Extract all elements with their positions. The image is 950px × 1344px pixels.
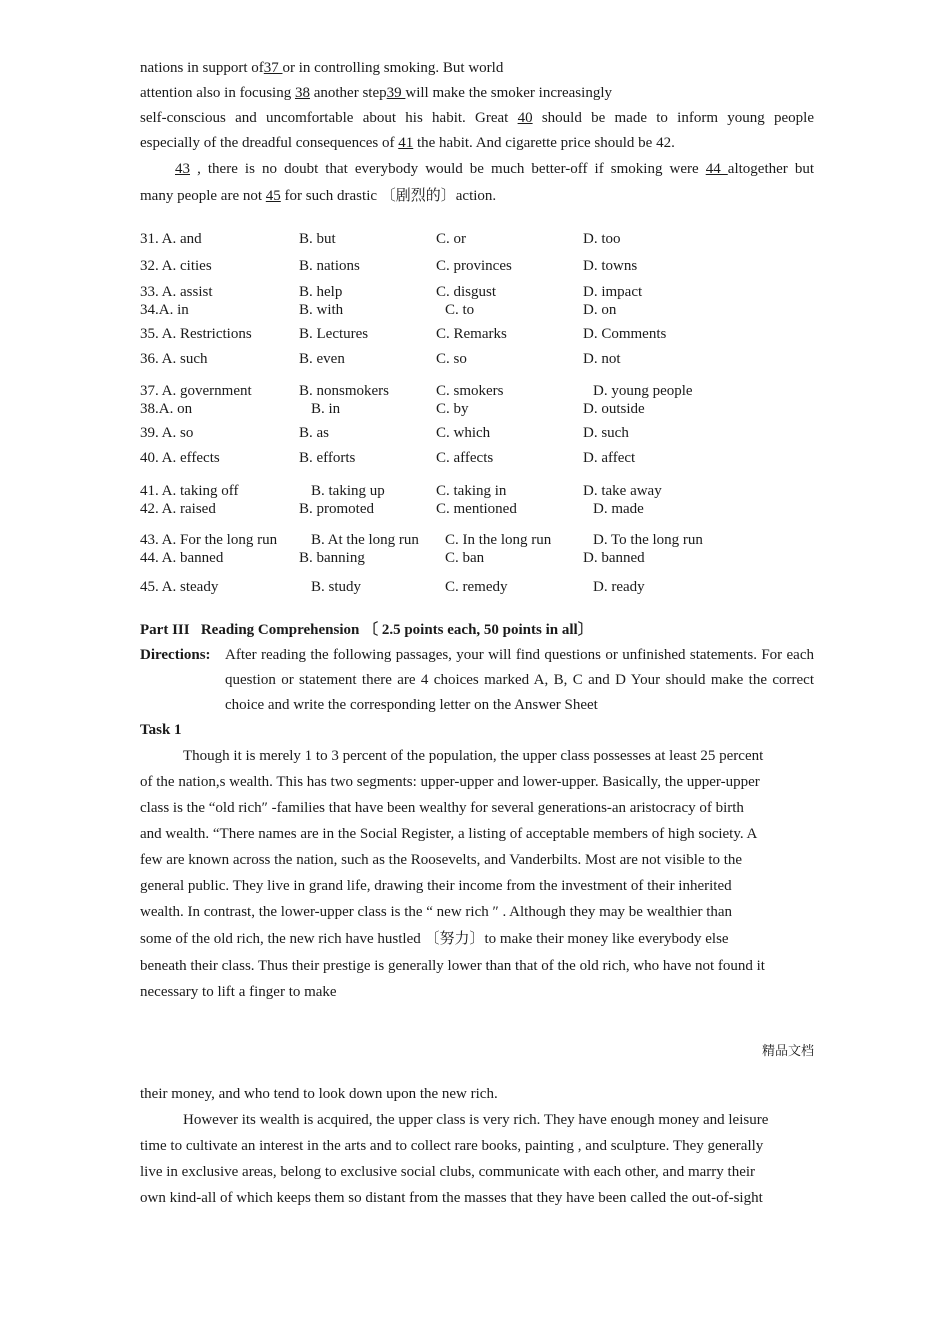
question-row <box>140 301 814 319</box>
passage-line: of the nation,s wealth. This has two segments: upper-upper and lower-upper. Basically, the upper-upper <box>140 774 760 790</box>
option-b: B. with <box>299 302 344 318</box>
question-number-option-a: 36. A. such <box>140 351 208 367</box>
question-number-option-a: 32. A. cities <box>140 258 212 274</box>
cloze-line-1: nations in support of37 or in controlling smoking. But world <box>140 60 504 76</box>
question-row <box>140 578 814 596</box>
question-number-option-a: 41. A. taking off <box>140 483 239 499</box>
option-b: B. efforts <box>299 450 356 466</box>
passage-line: beneath their class. Thus their prestige is generally lower than that of the old rich, who have not found it <box>140 958 765 974</box>
passage-line: their money, and who tend to look down upon the new rich. <box>140 1086 498 1102</box>
blank-44: 44 <box>705 161 728 177</box>
passage-line: wealth. In contrast, the lower-upper class is the “ new rich ″ . Although they may be wealthier than <box>140 904 733 920</box>
question-number-option-a: 35. A. Restrictions <box>140 326 252 342</box>
directions <box>140 643 814 718</box>
question-row <box>140 482 814 500</box>
option-d: D. Comments <box>583 326 667 342</box>
question-number-option-a: 31. A. and <box>140 231 202 247</box>
blank-41: 41 <box>398 135 414 151</box>
option-d: D. banned <box>583 550 645 566</box>
option-c: C. remedy <box>445 579 508 595</box>
question-number-option-a: 39. A. so <box>140 425 194 441</box>
question-row <box>140 350 814 368</box>
passage-line: own kind-all of which keeps them so distant from the masses that they have been called the out-of-sight <box>140 1190 763 1206</box>
question-number-option-a: 40. A. effects <box>140 450 220 466</box>
document-page <box>140 56 814 1005</box>
option-d: D. on <box>583 302 617 318</box>
option-d: D. affect <box>583 450 636 466</box>
passage-line: time to cultivate an interest in the arts and to collect rare books, painting , and sculpture. They generally <box>140 1138 764 1154</box>
passage-task-1 <box>140 743 814 1005</box>
option-c: C. Remarks <box>436 326 507 342</box>
option-d: D. To the long run <box>593 532 703 548</box>
question-number-option-a: 43. A. For the long run <box>140 532 278 548</box>
option-b: B. help <box>299 284 343 300</box>
options-list <box>140 230 814 596</box>
option-b: B. as <box>299 425 329 441</box>
option-c: C. to <box>445 302 475 318</box>
passage-line: few are known across the nation, such as the Roosevelts, and Vanderbilts. Most are not visible to the <box>140 852 743 868</box>
passage-line: Though it is merely 1 to 3 percent of the population, the upper class possesses at least 25 percent <box>183 748 764 764</box>
task-1-heading: Task 1 <box>140 722 182 738</box>
passage-line: class is the “old rich″ -families that have been wealthy for several generations-an aristocracy of birth <box>140 800 744 816</box>
option-c: C. taking in <box>436 483 507 499</box>
question-row <box>140 325 814 343</box>
cloze-line-4: especially of the dreadful consequences of 41 the habit. And cigarette price should be 42. <box>140 135 675 151</box>
page-footer-watermark: 精品文档 <box>761 1043 814 1058</box>
blank-39: 39 <box>386 85 406 101</box>
question-number-option-a: 34.A. in <box>140 302 189 318</box>
option-b: B. but <box>299 231 336 247</box>
question-row <box>140 230 814 248</box>
option-c: C. disgust <box>436 284 497 300</box>
cloze-line-6: many people are not 45 for such drastic 〔剧烈的〕action. <box>140 188 497 204</box>
passage-line: and wealth. “There names are in the Social Register, a listing of acceptable members of high society. A <box>140 826 758 842</box>
option-b: B. nonsmokers <box>299 383 389 399</box>
question-row <box>140 531 814 549</box>
blank-38: 38 <box>294 85 310 101</box>
passage-line: some of the old rich, the new rich have hustled 〔努力〕to make their money like everybody else <box>140 931 729 947</box>
option-c: C. mentioned <box>436 501 517 517</box>
option-c: C. provinces <box>436 258 512 274</box>
option-b: B. nations <box>299 258 360 274</box>
cloze-line-5: 43 , there is no doubt that everybody would be much better-off if smoking were 44 altogether but <box>175 161 815 177</box>
cloze-line-3: self-conscious and uncomfortable about his habit. Great 40 should be made to inform young people <box>140 110 814 126</box>
option-d: D. such <box>583 425 629 441</box>
question-number-option-a: 44. A. banned <box>140 550 224 566</box>
question-row <box>140 424 814 442</box>
question-number-option-a: 37. A. government <box>140 383 252 399</box>
question-number-option-a: 42. A. raised <box>140 501 216 517</box>
option-d: D. made <box>593 501 644 517</box>
option-b: B. taking up <box>311 483 385 499</box>
option-b: B. even <box>299 351 345 367</box>
option-b: B. banning <box>299 550 365 566</box>
question-number-option-a: 38.A. on <box>140 401 193 417</box>
question-row <box>140 400 814 418</box>
cloze-line-2: attention also in focusing 38 another step39 will make the smoker increasingly <box>140 85 612 101</box>
question-row <box>140 283 814 301</box>
option-c: C. ban <box>445 550 485 566</box>
option-d: D. impact <box>583 284 643 300</box>
option-d: D. take away <box>583 483 662 499</box>
question-row <box>140 449 814 467</box>
question-row <box>140 500 814 518</box>
option-d: D. outside <box>583 401 645 417</box>
option-b: B. in <box>311 401 341 417</box>
option-b: B. promoted <box>299 501 374 517</box>
passage-line: general public. They live in grand life, drawing their income from the investment of their inherited <box>140 878 732 894</box>
blank-45: 45 <box>265 188 281 204</box>
option-c: C. so <box>436 351 467 367</box>
option-c: C. by <box>436 401 469 417</box>
option-d: D. young people <box>593 383 693 399</box>
option-d: D. too <box>583 231 621 247</box>
option-c: C. or <box>436 231 466 247</box>
option-b: B. At the long run <box>311 532 419 548</box>
option-c: C. which <box>436 425 491 441</box>
blank-43: 43 <box>175 161 190 177</box>
option-c: C. In the long run <box>445 532 552 548</box>
option-b: B. study <box>311 579 362 595</box>
option-d: D. ready <box>593 579 645 595</box>
passage-line: live in exclusive areas, belong to exclusive social clubs, communicate with each other, and marry their <box>140 1164 756 1180</box>
option-d: D. towns <box>583 258 638 274</box>
option-c: C. smokers <box>436 383 504 399</box>
option-c: C. affects <box>436 450 494 466</box>
question-number-option-a: 33. A. assist <box>140 284 213 300</box>
option-d: D. not <box>583 351 621 367</box>
passage-line: necessary to lift a finger to make <box>140 984 337 1000</box>
blank-37: 37 <box>263 60 283 76</box>
option-b: B. Lectures <box>299 326 369 342</box>
passage-line: However its wealth is acquired, the upper class is very rich. They have enough money and leisure <box>183 1112 769 1128</box>
passage-continued <box>140 1081 814 1211</box>
blank-40: 40 <box>517 110 533 126</box>
question-row <box>140 549 814 567</box>
part3-heading: Part III Reading Comprehension 〔 2.5 points each, 50 points in all〕 <box>140 622 593 638</box>
question-number-option-a: 45. A. steady <box>140 579 219 595</box>
question-row <box>140 257 814 275</box>
directions-label: Directions: <box>140 647 211 663</box>
directions-text: After reading the following passages, your will find questions or unfinished statements. For each question or statement there are 4 choices marked A, B, C and D Your should make the correct choice and write the corresponding letter on the Answer Sheet <box>225 647 814 713</box>
question-row <box>140 382 814 400</box>
